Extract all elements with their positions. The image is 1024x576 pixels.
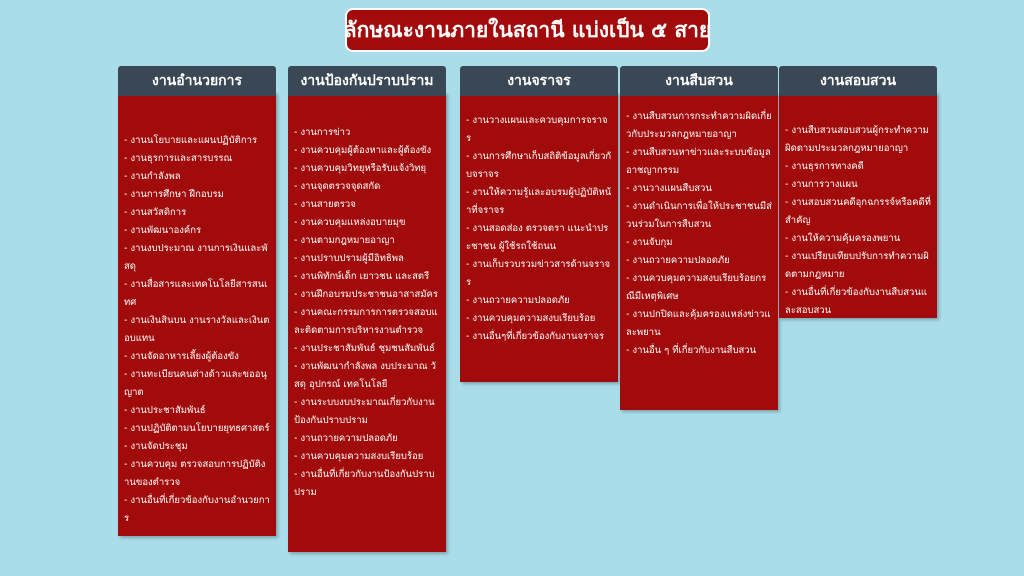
list-item: - งานทะเบียนคนต่างด้าวและขออนุญาต bbox=[124, 366, 270, 402]
list-item: - งานให้ความรู้และอบรมผู้ปฏิบัติหน้าที่จราจร bbox=[466, 184, 612, 220]
list-item: - งานถวายความปลอดภัย bbox=[294, 430, 440, 448]
column-header-prevention-suppression: งานป้องกันปราบปราม bbox=[288, 66, 446, 96]
column-investigation bbox=[620, 66, 778, 356]
list-item: - งานกำลังพล bbox=[124, 168, 270, 186]
list-item: - งานเก็บรวบรวมข่าวสารด้านจราจร bbox=[466, 256, 612, 292]
column-header-traffic: งานจราจร bbox=[460, 66, 618, 96]
column-header-inquiry: งานสอบสวน bbox=[779, 66, 937, 96]
list-item: - งานสืบสวนสอบสวนผู้กระทำความผิดตามประมวลกฎหมายอาญา bbox=[785, 122, 931, 158]
list-item: - งานงบประมาณ งานการเงินและพัสดุ bbox=[124, 240, 270, 276]
list-item: - งานอื่นๆที่เกี่ยวข้องกับงานจราจร bbox=[466, 328, 612, 346]
list-item: - งานเปรียบเทียบปรับการทำความผิดตามกฎหมาย bbox=[785, 248, 931, 284]
list-item: - งานควบคุมแหล่งอบายมุข bbox=[294, 214, 440, 232]
list-item: - งานธุรการและสารบรรณ bbox=[124, 150, 270, 168]
list-item: - งานพิทักษ์เด็ก เยาวชน และสตรี bbox=[294, 268, 440, 286]
list-item: - งานถวายความปลอดภัย bbox=[466, 292, 612, 310]
column-body-inquiry bbox=[779, 92, 937, 318]
column-body-investigation bbox=[620, 92, 778, 410]
page-title: ลักษณะงานภายในสถานี แบ่งเป็น ๕ สาย bbox=[345, 8, 710, 52]
list-item: - งานปราบปรามผู้มีอิทธิพล bbox=[294, 250, 440, 268]
list-item: - งานจัดประชุม bbox=[124, 438, 270, 456]
list-item: - งานสอบสวนคดีอุกฉกรรจ์หรือคดีที่สำคัญ bbox=[785, 194, 931, 230]
list-item: - งานการข่าว bbox=[294, 124, 440, 142]
list-item: - งานอื่นที่เกี่ยวข้องกับงานสืบสวนและสอบสวน bbox=[785, 284, 931, 320]
list-item: - งานประชาสัมพันธ์ bbox=[124, 402, 270, 420]
list-item: - งานวางแผนสืบสวน bbox=[626, 180, 772, 198]
list-item: - งานอื่นที่เกี่ยวกับงานป้องกันปราบปราม bbox=[294, 466, 440, 502]
list-item: - งานถวายความปลอดภัย bbox=[626, 252, 772, 270]
column-prevention-suppression bbox=[288, 66, 446, 498]
column-administration bbox=[118, 66, 276, 524]
column-inquiry bbox=[779, 66, 937, 316]
list-item: - งานสืบสวนหาข่าวและระบบข้อมูลอาชญากรรม bbox=[626, 144, 772, 180]
list-item: - งานจัดอาหารเลี้ยงผู้ต้องขัง bbox=[124, 348, 270, 366]
list-item: - งานควบคุมความสงบเรียบร้อย bbox=[466, 310, 612, 328]
list-item: - งานการวางแผน bbox=[785, 176, 931, 194]
list-item: - งานพัฒนาองค์กร bbox=[124, 222, 270, 240]
list-item: - งานจับกุม bbox=[626, 234, 772, 252]
list-item: - งานสอดส่อง ตรวจตรา แนะนำประชาชน ผู้ใช้รถใช้ถนน bbox=[466, 220, 612, 256]
list-item: - งานการศึกษา ฝึกอบรม bbox=[124, 186, 270, 204]
list-item: - งานธุรการทางคดี bbox=[785, 158, 931, 176]
list-item: - งานเงินสินบน งานรางวัลและเงินตอบแทน bbox=[124, 312, 270, 348]
list-item: - งานพัฒนากำลังพล งบประมาณ วัสดุ อุปกรณ์ เทคโนโลยี bbox=[294, 358, 440, 394]
column-body-traffic bbox=[460, 92, 618, 382]
list-item: - งานตามกฎหมายอาญา bbox=[294, 232, 440, 250]
list-item: - งานระบบงบประมาณเกี่ยวกับงานป้องกันปราบปราม bbox=[294, 394, 440, 430]
list-item: - งานการศึกษาเก็บสถิติข้อมูลเกี่ยวกับจราจร bbox=[466, 148, 612, 184]
list-item: - งานสายตรวจ bbox=[294, 196, 440, 214]
list-item: - งานให้ความคุ้มครองพยาน bbox=[785, 230, 931, 248]
list-item: - งานสืบสวนการกระทำความผิดเกี่ยวกับประมวลกฎหมายอาญา bbox=[626, 108, 772, 144]
list-item: - งานปฏิบัติตามนโยบายยุทธศาสตร์ bbox=[124, 420, 270, 438]
list-item: - งานควบคุมความสงบเรียบร้อย bbox=[294, 448, 440, 466]
list-item: - งานประชาสัมพันธ์ ชุมชนสัมพันธ์ bbox=[294, 340, 440, 358]
column-traffic bbox=[460, 66, 618, 342]
list-item: - งานควบคุมผู้ต้องหาและผู้ต้องขัง bbox=[294, 142, 440, 160]
column-header-investigation: งานสืบสวน bbox=[620, 66, 778, 96]
list-item: - งานควบคุมวิทยุหรือรับแจ้งวิทยุ bbox=[294, 160, 440, 178]
list-item: - งานฝึกอบรมประชาชนอาสาสมัคร bbox=[294, 286, 440, 304]
list-item: - งานจุดตรวจจุดสกัด bbox=[294, 178, 440, 196]
list-item: - งานนโยบายและแผนปฏิบัติการ bbox=[124, 132, 270, 150]
list-item: - งานสื่อสารและเทคโนโลยีสารสนเทศ bbox=[124, 276, 270, 312]
list-item: - งานควบคุม ตรวจสอบการปฏิบัติงานของตำรวจ bbox=[124, 456, 270, 492]
list-item: - งานปกปิดและคุ้มครองแหล่งข่าวและพยาน bbox=[626, 306, 772, 342]
list-item: - งานอื่นที่เกี่ยวข้องกับงานอำนวยการ bbox=[124, 492, 270, 528]
column-header-administration: งานอำนวยการ bbox=[118, 66, 276, 96]
list-item: - งานควบคุมความสงบเรียบร้อยกรณีมีเหตุพิเศษ bbox=[626, 270, 772, 306]
column-body-administration bbox=[118, 92, 276, 536]
list-item: - งานสวัสดิการ bbox=[124, 204, 270, 222]
list-item: - งานวางแผนและควบคุมการจราจร bbox=[466, 112, 612, 148]
list-item: - งานดำเนินการเพื่อให้ประชาชนมีส่วนร่วมในการสืบสวน bbox=[626, 198, 772, 234]
column-body-prevention-suppression bbox=[288, 92, 446, 552]
list-item: - งานคณะกรรมการการตรวจสอบและติดตามการบริหารงานตำรวจ bbox=[294, 304, 440, 340]
list-item: - งานอื่น ๆ ที่เกี่ยวกับงานสืบสวน bbox=[626, 342, 772, 360]
